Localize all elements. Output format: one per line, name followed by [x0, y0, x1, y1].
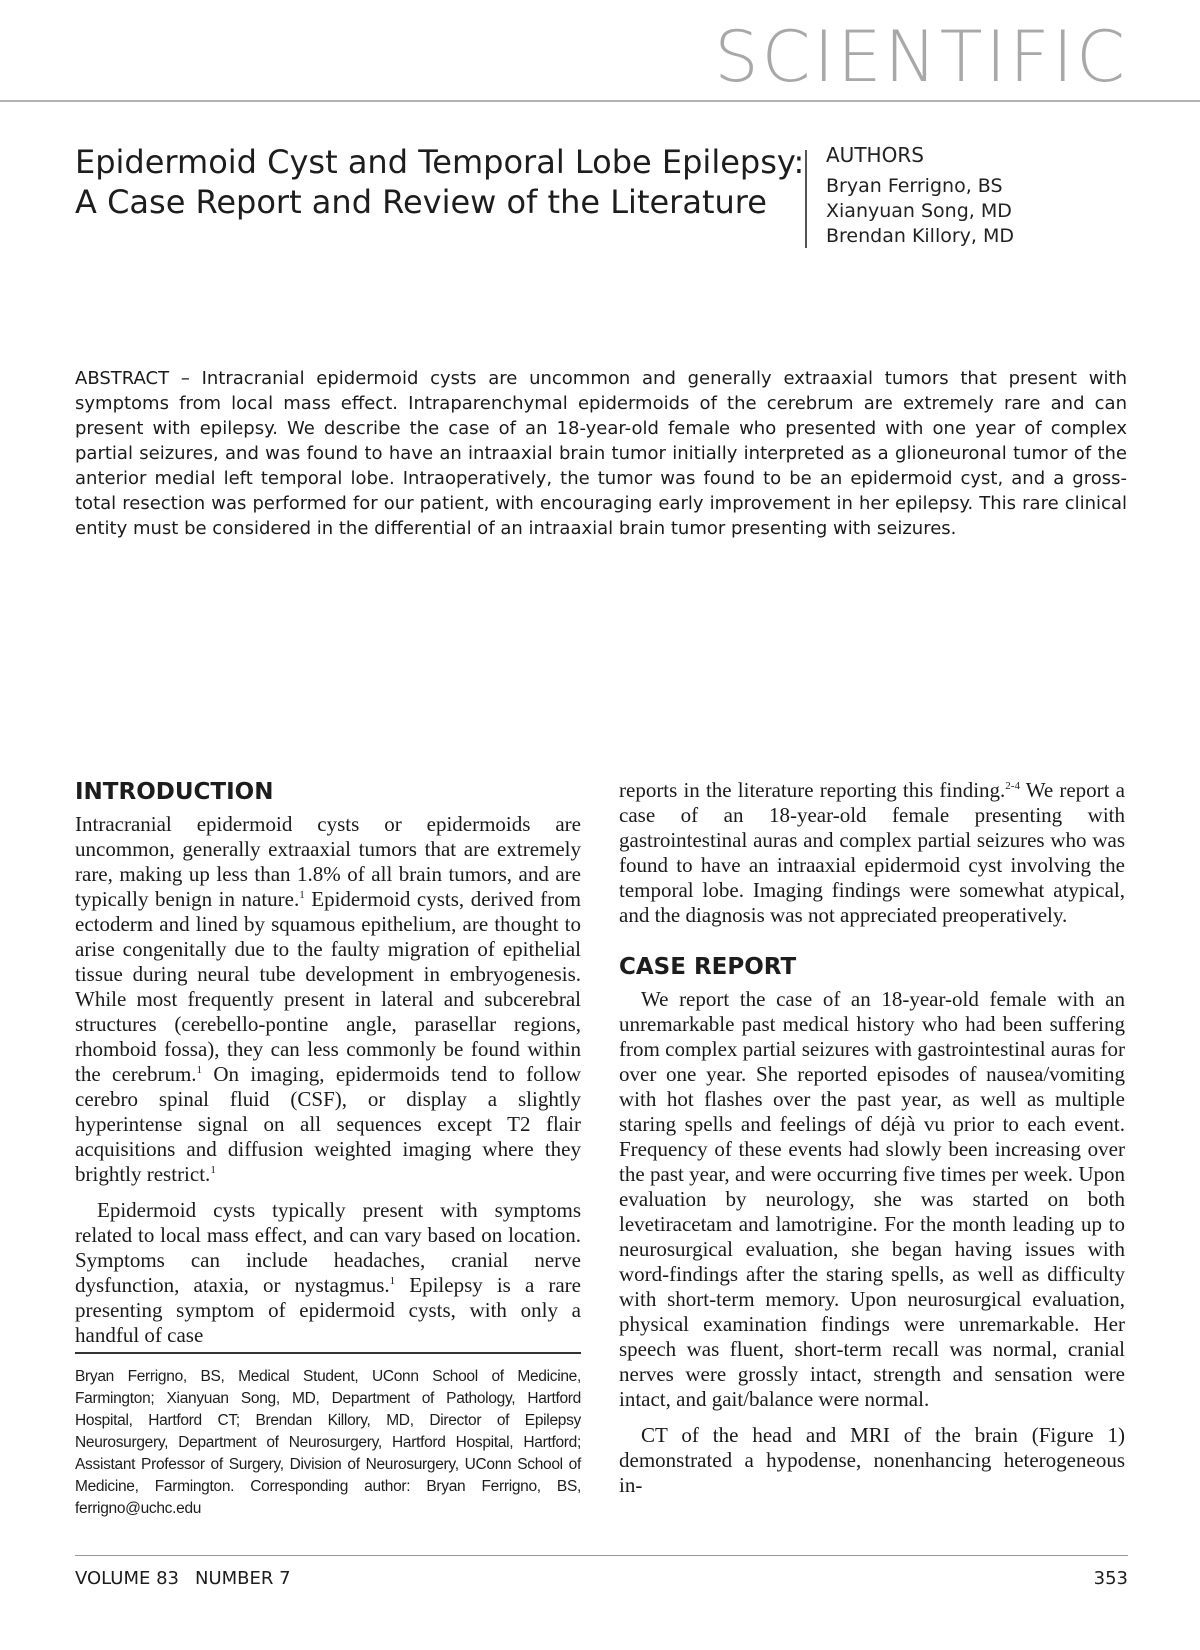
author-footnote: Bryan Ferrigno, BS, Medical Student, UConn School of Medicine, Farmington; Xianyuan Song, MD, Department of Pathology, Hartford Hospital, Hartford CT; Brendan Killory, MD, Director of Epilepsy Neurosurgery, Department of Neurosurgery, Hartford Hospital, Hartford; Assistant Professor of Surgery, Division of Neurosurgery, UConn School of Medicine, Farmington. Corresponding author: Bryan Ferrigno, BS, ferrigno@uchc.edu [75, 1368, 581, 1517]
author-name: Xianyuan Song, MD [826, 200, 1012, 222]
case-report-heading: CASE REPORT [619, 954, 797, 980]
left-column [75, 778, 581, 1348]
author-name: Bryan Ferrigno, BS [826, 175, 1003, 197]
volume: VOLUME 83 [75, 1568, 180, 1589]
citation: 1 [210, 1164, 216, 1176]
journal-issue [75, 1568, 291, 1589]
footnote-rule [75, 1352, 581, 1354]
case-paragraph-1: We report the case of an 18-year-old female with an unremarkable past medical history who had been suffering from complex partial seizures with gastrointestinal auras for over one year. She reported episodes of nausea/vomiting with hot flashes over the past year, as well as multiple staring spells and feelings of déjà vu prior to each event. Frequency of these events had slowly been increasing over the past year, and were occurring five times per week. Upon evaluation by neurology, she was started on both levetiracetam and lamotrigine. For the month leading up to neurosurgical evaluation, she began having issues with word-findings after the staring spells, as well as difficulty with short-term memory. Upon neurosurgical evaluation, physical examination findings were unremarkable. Her speech was fluent, short-term recall was normal, cranial nerves were grossly intact, strength and sensation were intact, and gait/balance were normal. [619, 987, 1125, 1411]
intro-paragraph-1: Intracranial epidermoid cysts or epidermoids are uncommon, generally extraaxial tumors that are extremely rare, making up less than 1.8% of all brain tumors, and are typically benign in nature.$^1$ Epidermoid cysts, derived from ectoderm and lined by squamous epithelium, are thought to arise congenitally due to the faulty migration of epithelial tissue during neural tube development in embryogenesis. While most frequently present in lateral and subcerebral structures (cerebello-pontine angle, parasellar regions, rhomboid fossa), they can less commonly be found within the cerebrum.$^1$ On imaging, epidermoids tend to follow cerebro spinal fluid (CSF), or display a slightly hyperintense signal on all sequences except T2 flair acquisitions and diffusion weighted imaging where they brightly restrict.$^1$ [75, 812, 581, 1186]
header-rule [0, 100, 1200, 102]
citation: 2-4 [1005, 780, 1020, 792]
citation: 1 [299, 889, 305, 901]
page-number: 353 [1093, 1568, 1128, 1589]
author-name: Brendan Killory, MD [826, 225, 1015, 247]
section-header: SCIENTIFIC [714, 16, 1128, 98]
intro-paragraph-2: Epidermoid cysts typically present with symptoms related to local mass effect, and can vary based on location. Symptoms can include headaches, cranial nerve dysfunction, ataxia, or nystagmus.$^1$ Epilepsy is a rare presenting symptom of epidermoid cysts, with only a handful of case [75, 1198, 581, 1347]
authors-divider [805, 150, 807, 248]
right-column [619, 778, 1125, 1498]
introduction-heading: INTRODUCTION [75, 779, 274, 805]
citation: 1 [196, 1064, 203, 1076]
title-line-2: A Case Report and Review of the Literature [75, 183, 767, 221]
authors-block [826, 143, 1014, 249]
authors-heading: AUTHORS [826, 143, 924, 167]
footer-rule [75, 1555, 1128, 1556]
title-line-1: Epidermoid Cyst and Temporal Lobe Epilepsy: [75, 143, 805, 181]
intro-paragraph-continued: reports in the literature reporting this finding.$^{2-4}$ We report a case of an 18-year-old female presenting with gastrointestinal auras and complex partial seizures who was found to have an intraaxial epidermoid cyst involving the temporal lobe. Imaging findings were somewhat atypical, and the diagnosis was not appreciated preoperatively. [619, 778, 1125, 927]
case-paragraph-2: CT of the head and MRI of the brain (Figure 1) demonstrated a hypodense, nonenhancing heterogeneous in- [619, 1423, 1125, 1497]
article-title [75, 142, 805, 222]
citation: 1 [389, 1275, 396, 1287]
issue-number: NUMBER 7 [195, 1568, 291, 1589]
abstract: ABSTRACT – Intracranial epidermoid cysts are uncommon and generally extraaxial tumors that present with symptoms from local mass effect. Intraparenchymal epidermoids of the cerebrum are extremely rare and can present with epilepsy. We describe the case of an 18-year-old female who presented with one year of complex partial seizures, and was found to have an intraaxial brain tumor initially interpreted as a glioneuronal tumor of the anterior medial left temporal lobe. Intraoperatively, the tumor was found to be an epidermoid cyst, and a gross-total resection was performed for our patient, with encouraging early improvement in her epilepsy. This rare clinical entity must be considered in the differential of an intraaxial brain tumor presenting with seizures. [75, 368, 1127, 539]
